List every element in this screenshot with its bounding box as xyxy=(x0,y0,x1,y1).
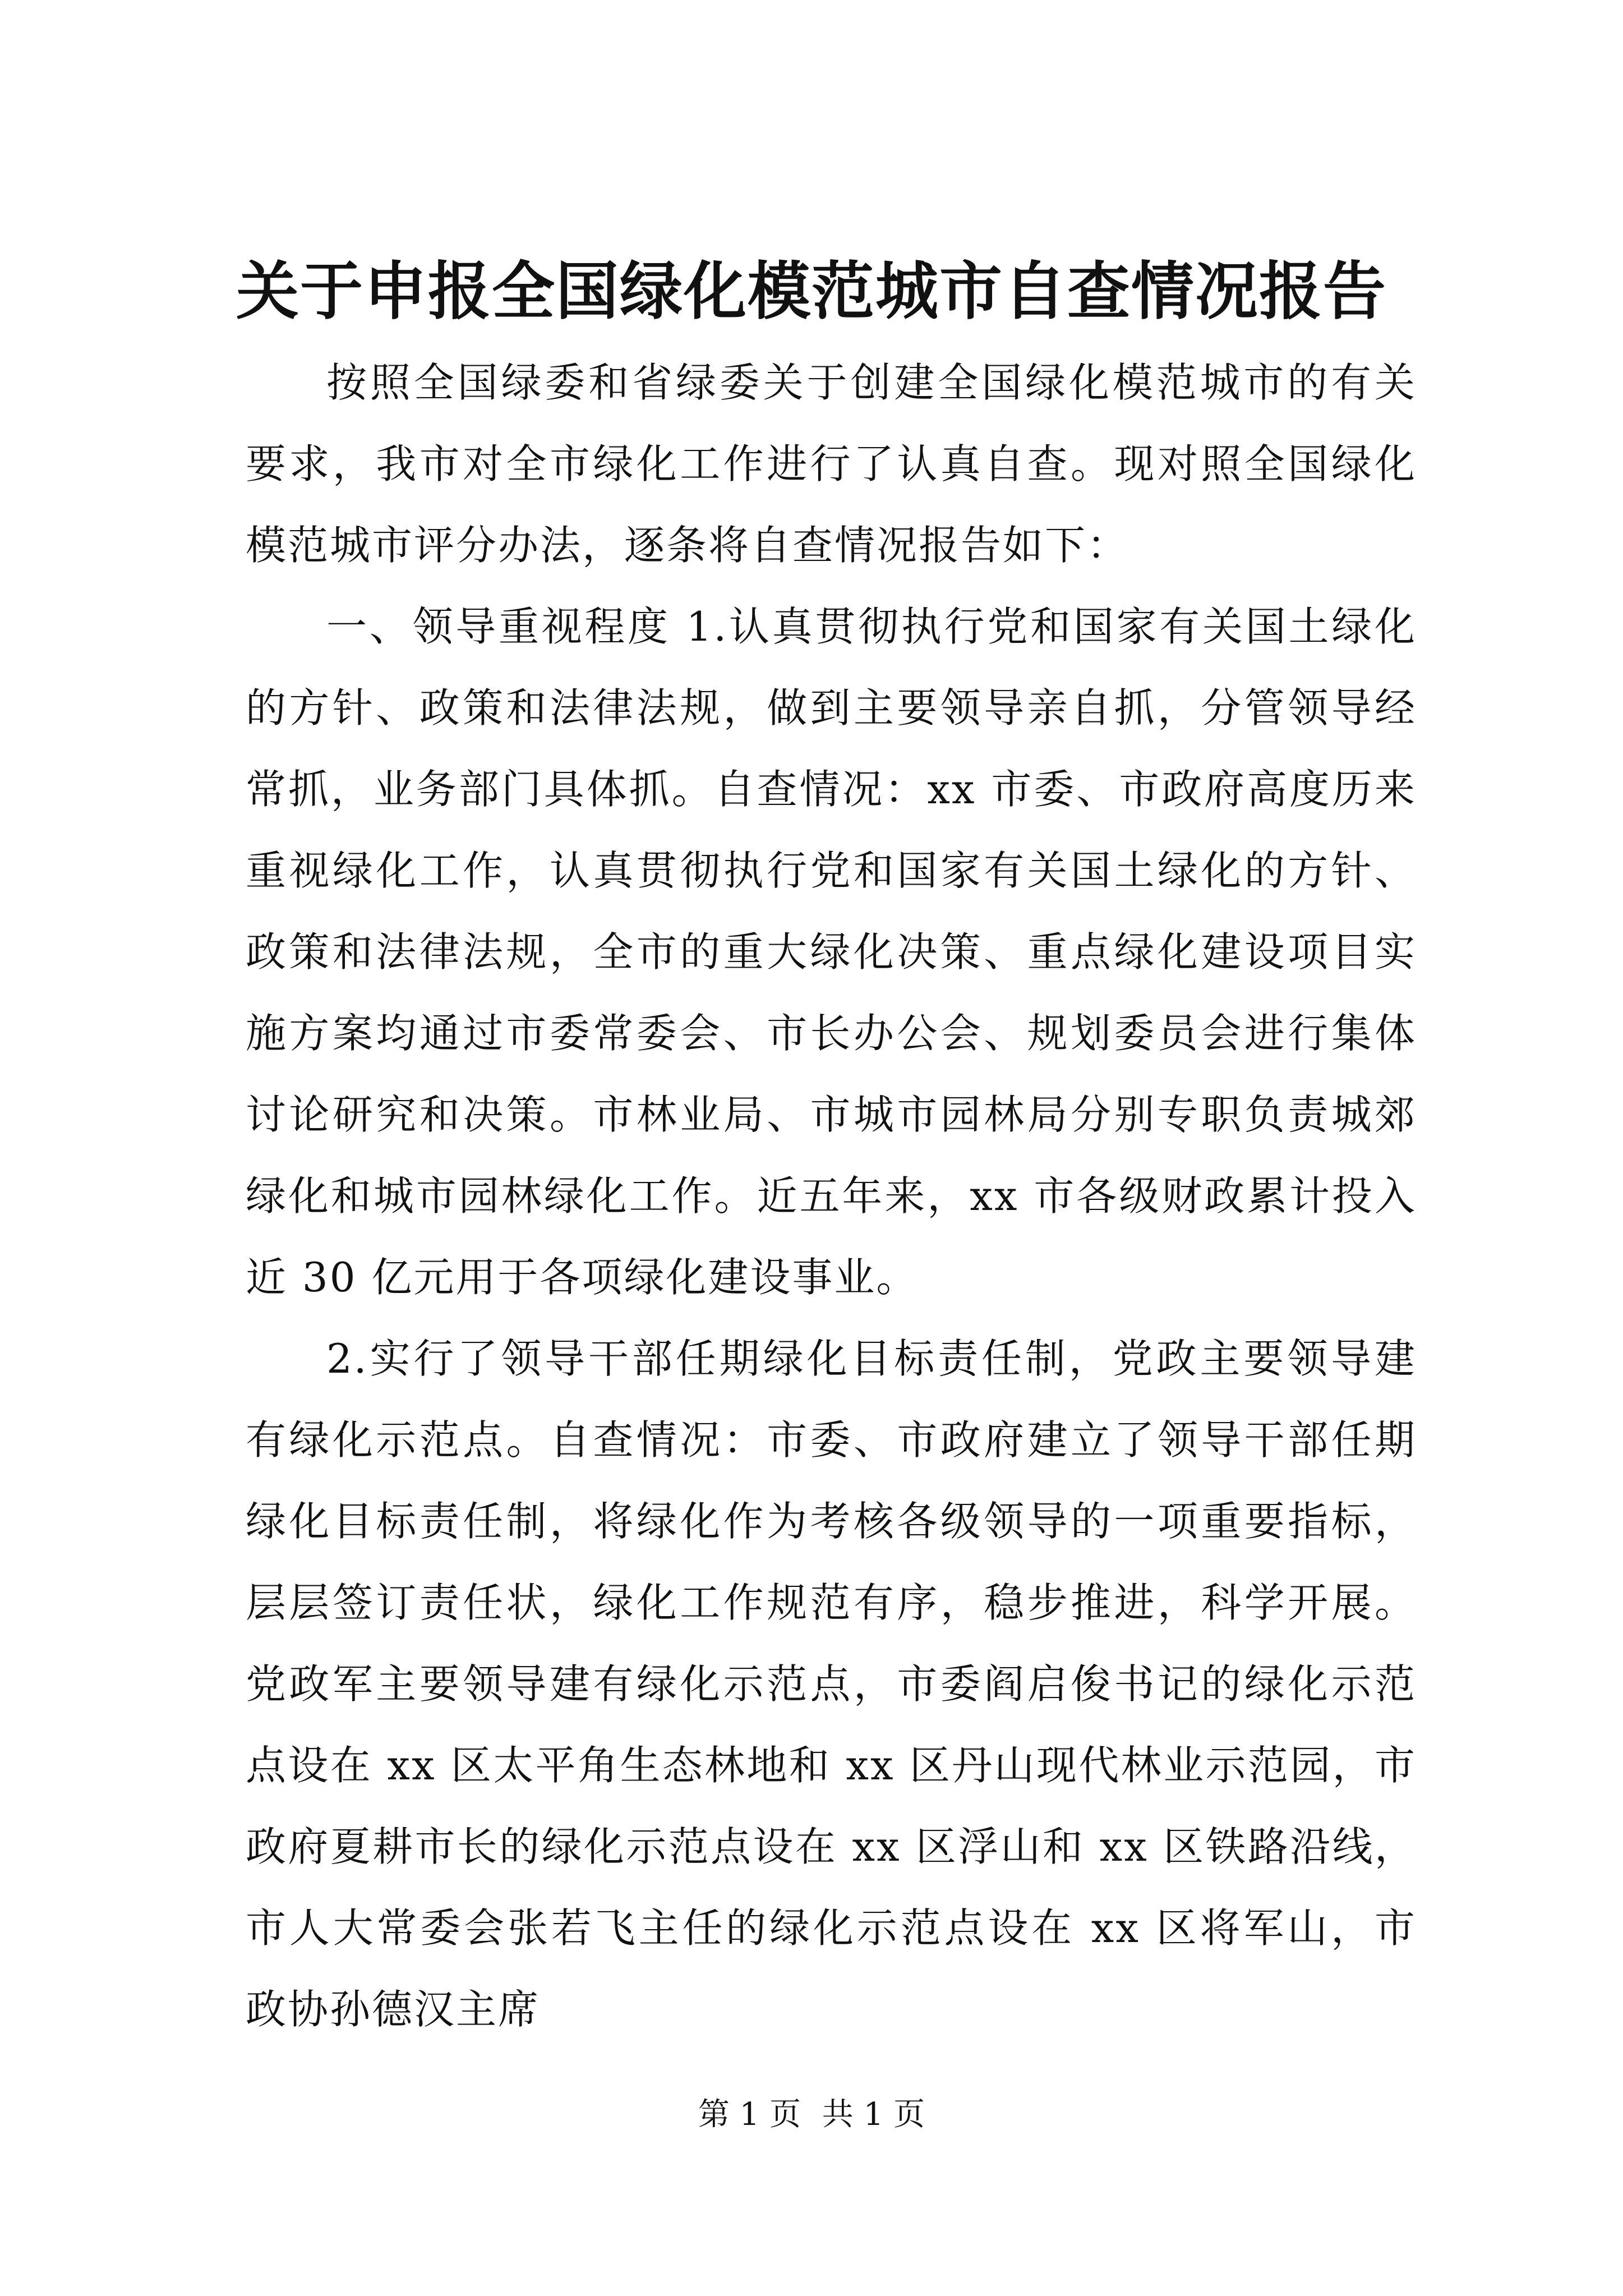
page-number: 第 1 页 xyxy=(698,2096,801,2133)
page-total: 共 1 页 xyxy=(822,2096,925,2133)
paragraph-section-2: 2.实行了领导干部任期绿化目标责任制，党政主要领导建有绿化示范点。自查情况：市委、市政府建立了领导干部任期绿化目标责任制，将绿化作为考核各级领导的一项重要指标，层层签订责任状，绿化工作规范有序，稳步推进，科学开展。党政军主要领导建有绿化示范点，市委阎启俊书记的绿化示范点设在 xx 区太平角生态林地和 xx 区丹山现代林业示范园，市政府夏耕市长的绿化示范点设在 xx 区浮山和 xx 区铁路沿线，市人大常委会张若飞主任的绿化示范点设在 xx 区将军山，市政协孙德汉主席 xyxy=(246,1335,1417,2033)
paragraph-section-1: 一、领导重视程度 1.认真贯彻执行党和国家有关国土绿化的方针、政策和法律法规，做到主要领导亲自抓，分管领导经常抓，业务部门具体抓。自查情况：xx 市委、市政府高度历来重视绿化工作，认真贯彻执行党和国家有关国土绿化的方针、政策和法律法规，全市的重大绿化决策、重点绿化建设项目实施方案均通过市委常委会、市长办公会、规划委员会进行集体讨论研究和决策。市林业局、市城市园林局分别专职负责城郊绿化和城市园林绿化工作。近五年来，xx 市各级财政累计投入近 30 亿元用于各项绿化建设事业。 xyxy=(246,603,1417,1301)
document-title: 关于申报全国绿化模范城市自查情况报告 xyxy=(236,255,1387,328)
page-footer xyxy=(0,2092,1623,2137)
document-body xyxy=(246,342,1417,2050)
paragraph-intro: 按照全国绿委和省绿委关于创建全国绿化模范城市的有关要求，我市对全市绿化工作进行了认真自查。现对照全国绿化模范城市评分办法，逐条将自查情况报告如下： xyxy=(246,359,1417,569)
